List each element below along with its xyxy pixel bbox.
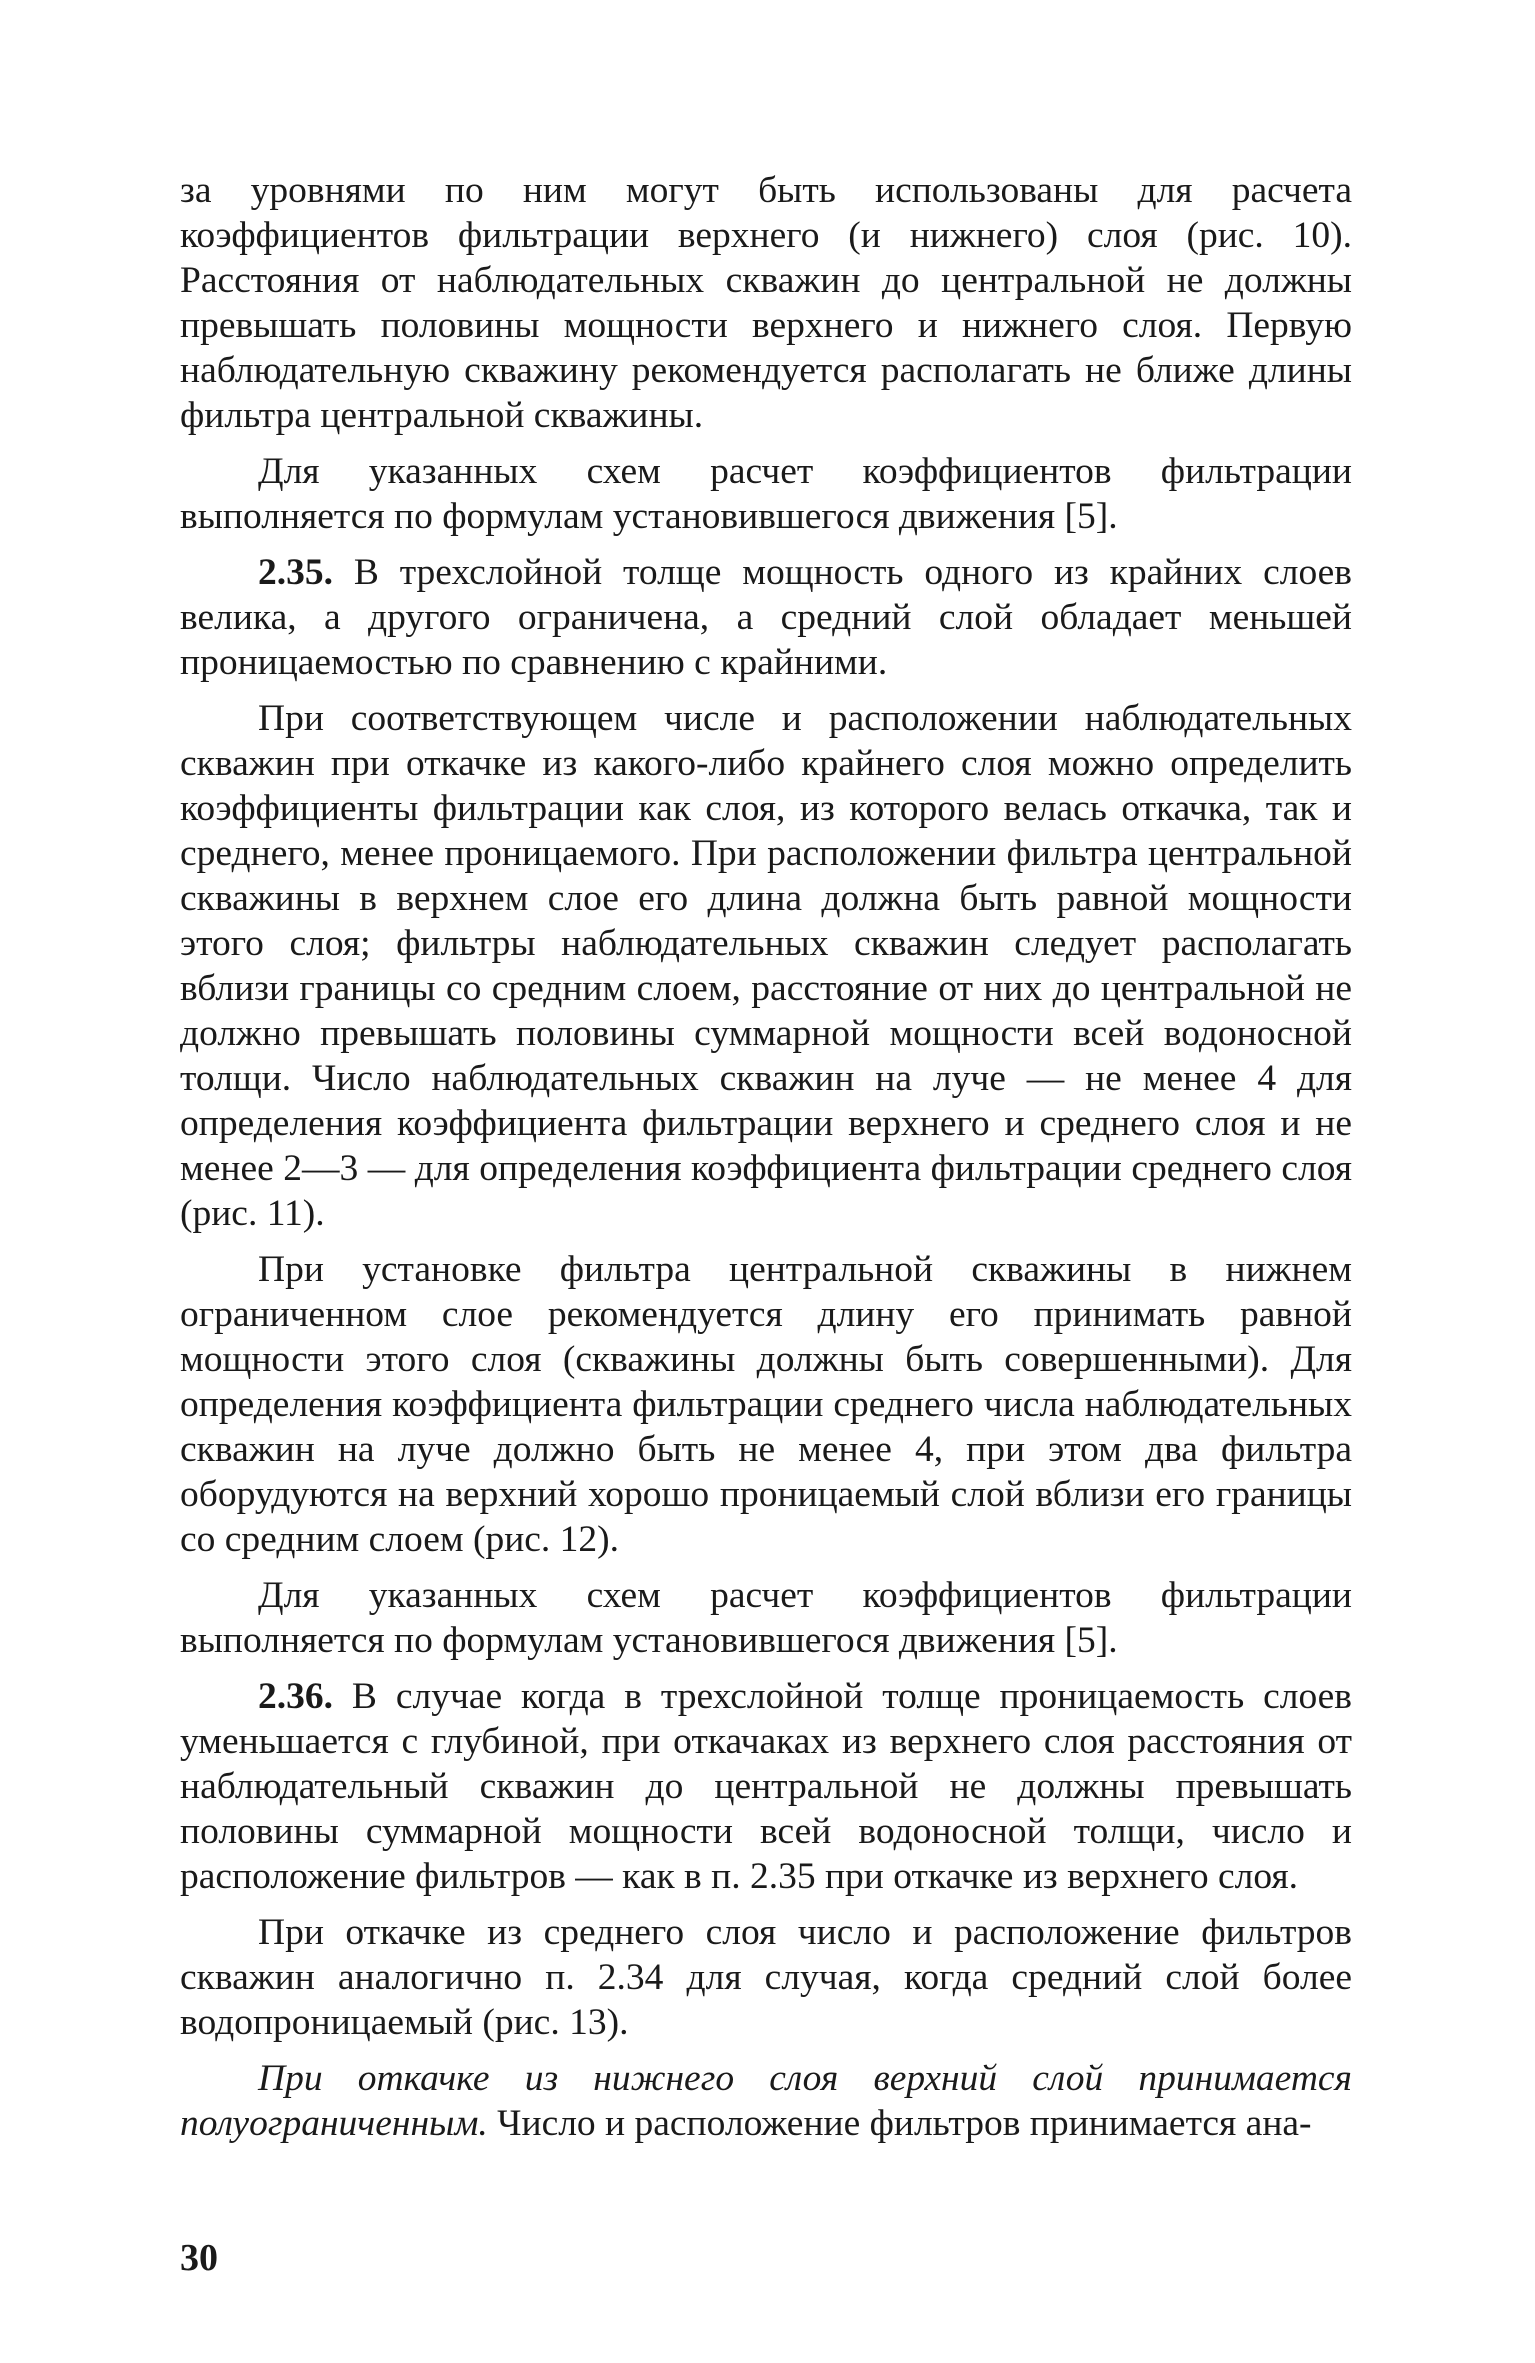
document-page [180,168,1352,2146]
section-2-36-text: В случае когда в трехслойной толще проницаемость слоев уменьшается с глубиной, при откачаках из верхнего слоя расстояния от наблюдательный скважин до центральной не должны превышать половины суммарной мощности всей водоносной толщи, число и расположение фильтров — как в п. 2.35 при откачке из верхнего слоя. [180,1676,1352,1897]
paragraph-observation-wells: При соответствующем числе и расположении наблюдательных скважин при откачке из какого-либо крайнего слоя можно определить коэффициенты фильтрации как слоя, из которого велась откачка, так и среднего, менее проницаемого. При расположении фильтра центральной скважины в верхнем слое его длина должна быть равной мощности этого слоя; фильтры наблюдательных скважин следует располагать вблизи границы со средним слоем, расстояние от них до центральной не должно превышать половины суммарной мощности всей водоносной толщи. Число наблюдательных скважин на луче — не менее 4 для определения коэффициента фильтрации верхнего и среднего слоя и не менее 2—3 — для определения коэффициента фильтрации среднего слоя (рис. 11). [180,698,1352,1234]
paragraph-lower-layer-filter: При установке фильтра центральной скважины в нижнем ограниченном слое рекомендуется длину его принимать равной мощности этого слоя (скважины должны быть совершенными). Для определения коэффициента фильтрации среднего числа наблюдательных скважин на луче должно быть не менее 4, при этом два фильтра оборудуются на верхний хорошо проницаемый слой вблизи его границы со средним слоем (рис. 12). [180,1249,1352,1560]
paragraph-lower-layer-pumping-text: Число и расположение фильтров принимается ана- [497,2103,1312,2144]
italic-lead-text: При откачке из нижнего слоя верхний слой принимается полуограниченным. [180,2058,1352,2144]
paragraph-section-2-35 [180,550,1352,685]
section-number-2-36: 2.36. [258,1676,333,1717]
page-number: 30 [180,2237,218,2279]
paragraph-section-2-36 [180,1674,1352,1899]
paragraph-lower-layer-pumping [180,2056,1352,2146]
paragraph-calculation-note-1: Для указанных схем расчет коэффициентов фильтрации выполняется по формулам установившегося движения [5]. [180,451,1352,537]
paragraph-middle-layer-pumping: При откачке из среднего слоя число и расположение фильтров скважин аналогично п. 2.34 для случая, когда средний слой более водопроницаемый (рис. 13). [180,1912,1352,2043]
section-2-35-text: В трехслойной толще мощность одного из крайних слоев велика, а другого ограничена, а средний слой обладает меньшей проницаемостью по сравнению с крайними. [180,552,1352,683]
paragraph-continuation: за уровнями по ним могут быть использованы для расчета коэффициентов фильтрации верхнего (и нижнего) слоя (рис. 10). Расстояния от наблюдательных скважин до центральной не должны превышать половины мощности верхнего и нижнего слоя. Первую наблюдательную скважину рекомендуется располагать не ближе длины фильтра центральной скважины. [180,170,1352,436]
paragraph-calculation-note-2: Для указанных схем расчет коэффициентов фильтрации выполняется по формулам установившегося движения [5]. [180,1575,1352,1661]
section-number-2-35: 2.35. [258,552,333,593]
